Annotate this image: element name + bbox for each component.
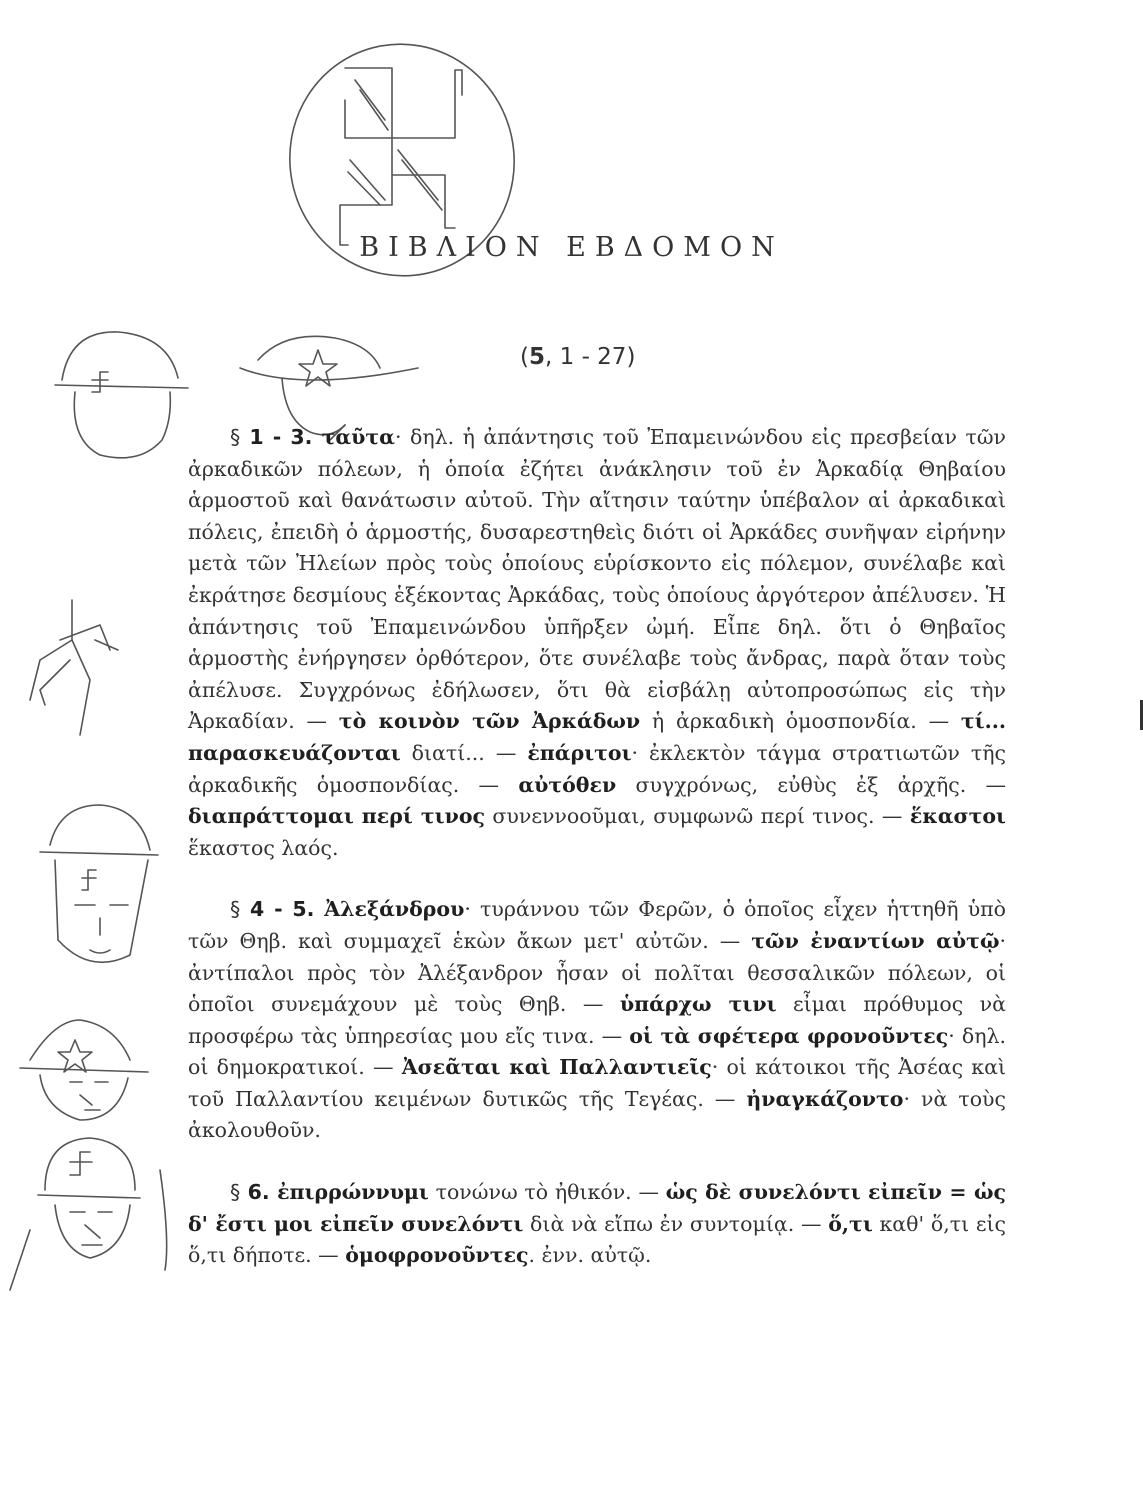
gloss-text: συγχρόνως, εὐθὺς ἐξ ἀρχῆς. — [616, 772, 1006, 797]
subtitle-book-number: 5 [528, 344, 545, 370]
gloss-text: · νὰ τοὺς ἀκολουθοῦν. [188, 1086, 1006, 1143]
commentary-paragraph [188, 1177, 1006, 1272]
lemma-term: ὡς δὲ συνελόντι εἰπεῖν = ὡς δ' ἔστι μοι εἰπεῖν συνελόντι [188, 1180, 1006, 1236]
lemma-term: Ἀσεᾶται καὶ Παλλαντιεῖς [401, 1055, 712, 1080]
helmet-head-swastika-drawing [55, 332, 188, 458]
section-number: 4 - 5. [240, 897, 325, 922]
lemma-term: ἐπάριτοι [527, 740, 632, 765]
section-number: 1 - 3. [240, 425, 322, 449]
lemma-term: οἱ τὰ σφέτερα φρονοῦντες [629, 1023, 949, 1048]
subtitle-open: ( [520, 344, 529, 370]
lemma-term: τὸ κοινὸν τῶν Ἀρκάδων [338, 709, 641, 734]
lemma-term: ὁμοφρονοῦντες [345, 1243, 529, 1268]
gloss-text: · δηλ. οἱ δημοκρατικοί. — [188, 1023, 1006, 1080]
gloss-text: διὰ νὰ εἴπω ἐν συντομίᾳ. — [523, 1211, 829, 1236]
section-marker [230, 425, 322, 449]
section-symbol: § [230, 425, 241, 449]
gloss-text: · ἀντίπαλοι πρὸς τὸν Ἀλέξανδρον ἦσαν οἱ πολῖται θεσσαλικῶν πόλεων, οἱ ὁποῖοι συνεμάχουν μὲ τοὺς Θηβ. — [188, 928, 1007, 1017]
lemma-term: ὑπάρχω τινι [619, 992, 777, 1017]
section-marker [230, 897, 324, 921]
gloss-text: ἡ ἀρκαδικὴ ὁμοσπονδία. — [640, 709, 961, 734]
commentary-body [188, 422, 1006, 1272]
lemma-term: αὐτόθεν [518, 772, 617, 797]
lemma-term: τῶν ἐναντίων αὐτῷ [751, 928, 1000, 953]
margin-swastika-drawing [30, 600, 118, 735]
gloss-text: ἕκαστος λαός. [188, 835, 339, 860]
lemma-term: ἐπιρρώννυμι [277, 1180, 429, 1205]
lemma-term: ὅ,τι [828, 1211, 873, 1236]
gloss-text: · τυράννου τῶν Φερῶν, ὁ ὁποῖος εἶχεν ἡττηθῆ ὑπὸ τῶν Θηβ. καὶ συμμαχεῖ ἑκὼν ἄκων μετ' αὐτῶν. — [188, 897, 1006, 953]
commentary-paragraph [188, 422, 1006, 864]
gloss-text: συνεννοοῦμαι, συμφωνῶ περί τινος. — [484, 804, 910, 829]
gloss-text: εἶμαι πρόθυμος νὰ προσφέρω τὰς ὑπηρεσίας μου εἴς τινα. — [188, 992, 1006, 1048]
helmet-face-swastika-drawing-2 [10, 1138, 167, 1290]
commentary-paragraph [188, 894, 1006, 1147]
chapter-range [520, 344, 635, 370]
gloss-text: τονώνω τὸ ἠθικόν. — [428, 1180, 666, 1205]
section-marker [230, 1180, 277, 1204]
gloss-text: · ἐκλεκτὸν τάγμα στρατιωτῶν τῆς ἀρκαδικῆς ὁμοσπονδίας. — [188, 740, 1006, 797]
lemma-term: ταῦτα [321, 425, 395, 449]
lemma-term: ἕκαστοι [909, 804, 1006, 829]
section-symbol: § [230, 897, 241, 922]
lemma-term: τί... παρασκευάζονται [188, 709, 1006, 765]
section-number: 6. [240, 1180, 278, 1205]
gloss-text: διατί... — [400, 740, 528, 765]
lemma-term: ἠναγκάζοντο [746, 1086, 904, 1111]
gloss-text: · οἱ κάτοικοι τῆς Ἀσέας καὶ τοῦ Παλλαντίου κειμένων δυτικῶς τῆς Τεγέας. — [188, 1055, 1006, 1111]
cap-face-star-drawing [20, 1020, 148, 1120]
page-title: ΒΙΒΛΙΟΝ ΕΒΔΟΜΟΝ [359, 232, 784, 263]
helmet-face-swastika-drawing [40, 805, 158, 962]
subtitle-range: , 1 - 27) [545, 344, 636, 370]
gloss-text: · δηλ. ἡ ἀπάντησις τοῦ Ἐπαμεινώνδου εἰς πρεσβείαν τῶν ἀρκαδικῶν πόλεων, ἡ ὁποία ἐζήτει ἀνάκλησιν τοῦ ἐν Ἀρκαδίᾳ Θηβαίου ἁρμοστοῦ καὶ θανάτωσιν αὐτοῦ. Τὴν αἴτησιν ταύτην ὑπέβαλον αἱ ἀρκαδικαὶ πόλεις, ἐπειδὴ ὁ ἁρμοστής, δυσαρεστηθεὶς διότι οἱ Ἀρκάδες συνῆψαν εἰρήνην μετὰ τῶν Ἠλείων πρὸς τοὺς ὁποίους εὑρίσκοντο εἰς πόλεμον, συνέλαβε καὶ ἐκράτησε δεσμίους ἑξέκοντας Ἀρκάδας, τοὺς ὁποίους ἀργότερον ἀπέλυσεν. Ἡ ἀπάντησις τοῦ Ἐπαμεινώνδου ὑπῆρξεν ὠμή. Εἶπε δηλ. ὅτι ὁ Θηβαῖος ἁρμοστὴς ἐνήργησεν ὀρθότερον, ὅτε συνέλαβε τοὺς ἄνδρας, παρὰ ὅταν τοὺς ἀπέλυσε. Συγχρόνως ἐδήλωσεν, ὅτι θὰ εἰσβάλῃ αὐτοπροσώπως εἰς τὴν Ἀρκαδίαν. — [188, 425, 1006, 734]
gloss-text: καθ' ὅ,τι εἰς ὅ,τι δήποτε. — [188, 1211, 1007, 1268]
gloss-text: . ἐνν. αὐτῷ. [528, 1243, 652, 1268]
lemma-term: διαπράττομαι περί τινος [188, 804, 485, 829]
lemma-term: Ἀλεξάνδρου [324, 897, 465, 922]
section-symbol: § [230, 1180, 241, 1205]
